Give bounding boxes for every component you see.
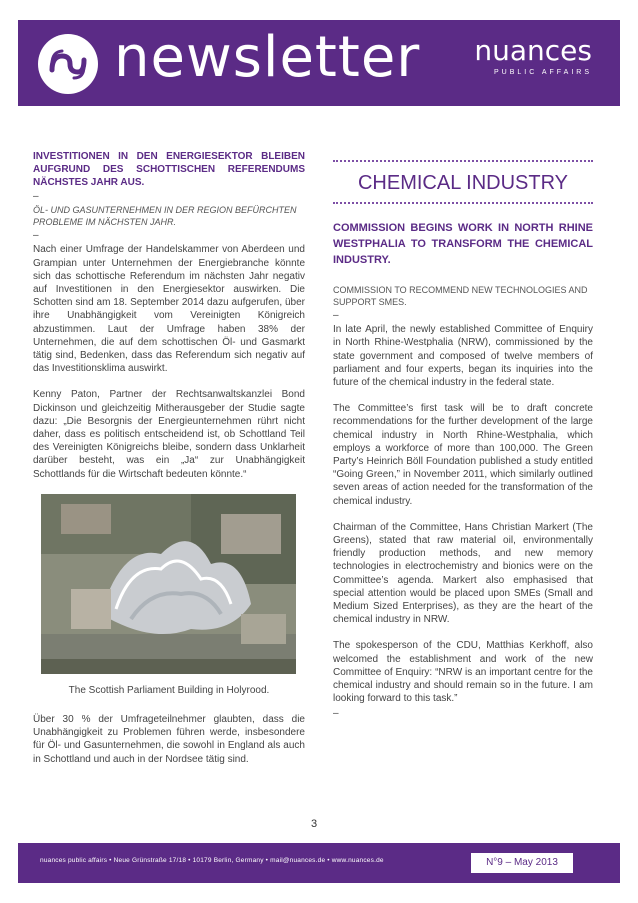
separator-dash: – — [333, 310, 339, 321]
article-left-column — [33, 150, 305, 779]
article-subheading: COMMISSION TO RECOMMEND NEW TECHNOLOGIES AND SUPPORT SMES. — [333, 285, 588, 307]
page-number: 3 — [311, 818, 318, 830]
brand-subtitle: PUBLIC AFFAIRS — [493, 69, 592, 76]
dotted-divider — [333, 202, 593, 204]
scottish-parliament-photo — [41, 494, 296, 674]
paragraph: Kenny Paton, Partner der Rechtsanwaltskanzlei Bond Dickinson und gleichzeitig Mitherausgeber der Studie sagte dazu: „Die Besorgnis der Energieunternehmen rührt nicht daher, dass es politisch entscheidend ist, ob Schottland Teil des Vereinigten Königreichs bleibe, sondern dass Unklarheit darüber besteht, was ein „Ja“ zur Unabhängigkeit Schottlands für die Wirtschaft bedeuten könnte.“ — [33, 389, 305, 480]
separator-dash: – — [33, 230, 39, 242]
issue-badge: N°9 – May 2013 — [471, 853, 573, 873]
separator-dash: – — [33, 191, 39, 202]
footer-bar — [18, 843, 620, 883]
paragraph: The spokesperson of the CDU, Matthias Kerkhoff, also welcomed the establishment and work of the new Committee of Enquiry: “NRW is an important centre for the chemical industry and should remain so in the future. I am looking forward to this task.” — [333, 640, 593, 705]
dotted-divider — [333, 160, 593, 162]
article-right-column — [333, 160, 593, 722]
newsletter-header — [18, 20, 620, 106]
paragraph: In late April, the newly established Committee of Enquiry in North Rhine-Westphalia (NRW), commissioned by the state government and composed of twelve members of parliament and four experts, began its inquiries into the future of the chemical industry in the federal state. — [333, 324, 593, 389]
section-title: CHEMICAL INDUSTRY — [357, 172, 569, 194]
paragraph: Über 30 % der Umfrageteilnehmer glaubten, dass die Unabhängigkeit zu Problemen führen werde, insbesondere für Öl- und Gasunternehmen, die sowohl in England als auch in Schottland und auch in der Nordsee tätig sind. — [33, 714, 305, 765]
paragraph: The Committee’s first task will be to draft concrete recommendations for the further development of the large chemical industry in North Rhine-Westphalia, which employs a workforce of more than 100,000. The Green Party’s Heinrich Böll Foundation published a study entitled “Going Green,” in November 2011, which similarly outlined seven areas of action needed for the transformation of the chemical industry. — [333, 403, 593, 507]
brand-name: nuances — [474, 34, 592, 67]
paragraph: Chairman of the Committee, Hans Christian Markert (The Greens), stated that raw material oil, environmentally friendly production methods, and new memory technologies in electrochemistry and bionics were on the Committee’s agenda. Markert also emphasised that special attention would be placed upon SMEs (Small and Medium Sized Enterprises), as they are the heart of the chemical industry in NRW. — [333, 521, 593, 626]
separator-dash: – — [333, 708, 339, 720]
newsletter-title: newsletter — [114, 25, 421, 90]
nuances-logo-icon — [38, 34, 98, 94]
paragraph: Nach einer Umfrage der Handelskammer von Aberdeen und Grampian unter Unternehmen der Energiebranche könnte sich das schottische Referendum im nächsten Jahr negativ auf Investitionen in den Energiesektor auswirken. Die Schotten sind am 18. September 2014 dazu aufgerufen, über ihre Unabhängigkeit vom Vereinigten Königreich abzustimmen. Laut der Umfrage haben 38% der Unternehmen, die auf dem schottischen Öl- und Gasmarkt tätig sind, Bedenken, dass das Referendum sich negativ auf das Investitionsklima auswirkt. — [33, 244, 305, 375]
brand-logo — [474, 36, 592, 78]
article-heading: COMMISSION BEGINS WORK IN NORTH RHINE WESTPHALIA TO TRANSFORM THE CHEMICAL INDUSTRY. — [333, 222, 593, 266]
footer-address: nuances public affairs • Neue Grünstraße 17/18 • 10179 Berlin, Germany • mail@nuances.de • www.nuances.de — [40, 857, 384, 864]
article-heading: INVESTITIONEN IN DEN ENERGIESEKTOR BLEIBEN AUFGRUND DES SCHOTTISCHEN REFERENDUMS NÄCHSTES JAHR AUS. — [33, 151, 305, 188]
article-subheading: ÖL- UND GASUNTERNEHMEN IN DER REGION BEFÜRCHTEN PROBLEME IM NÄCHSTEN JAHR. — [33, 205, 297, 228]
photo-caption: The Scottish Parliament Building in Holyrood. — [68, 684, 270, 696]
